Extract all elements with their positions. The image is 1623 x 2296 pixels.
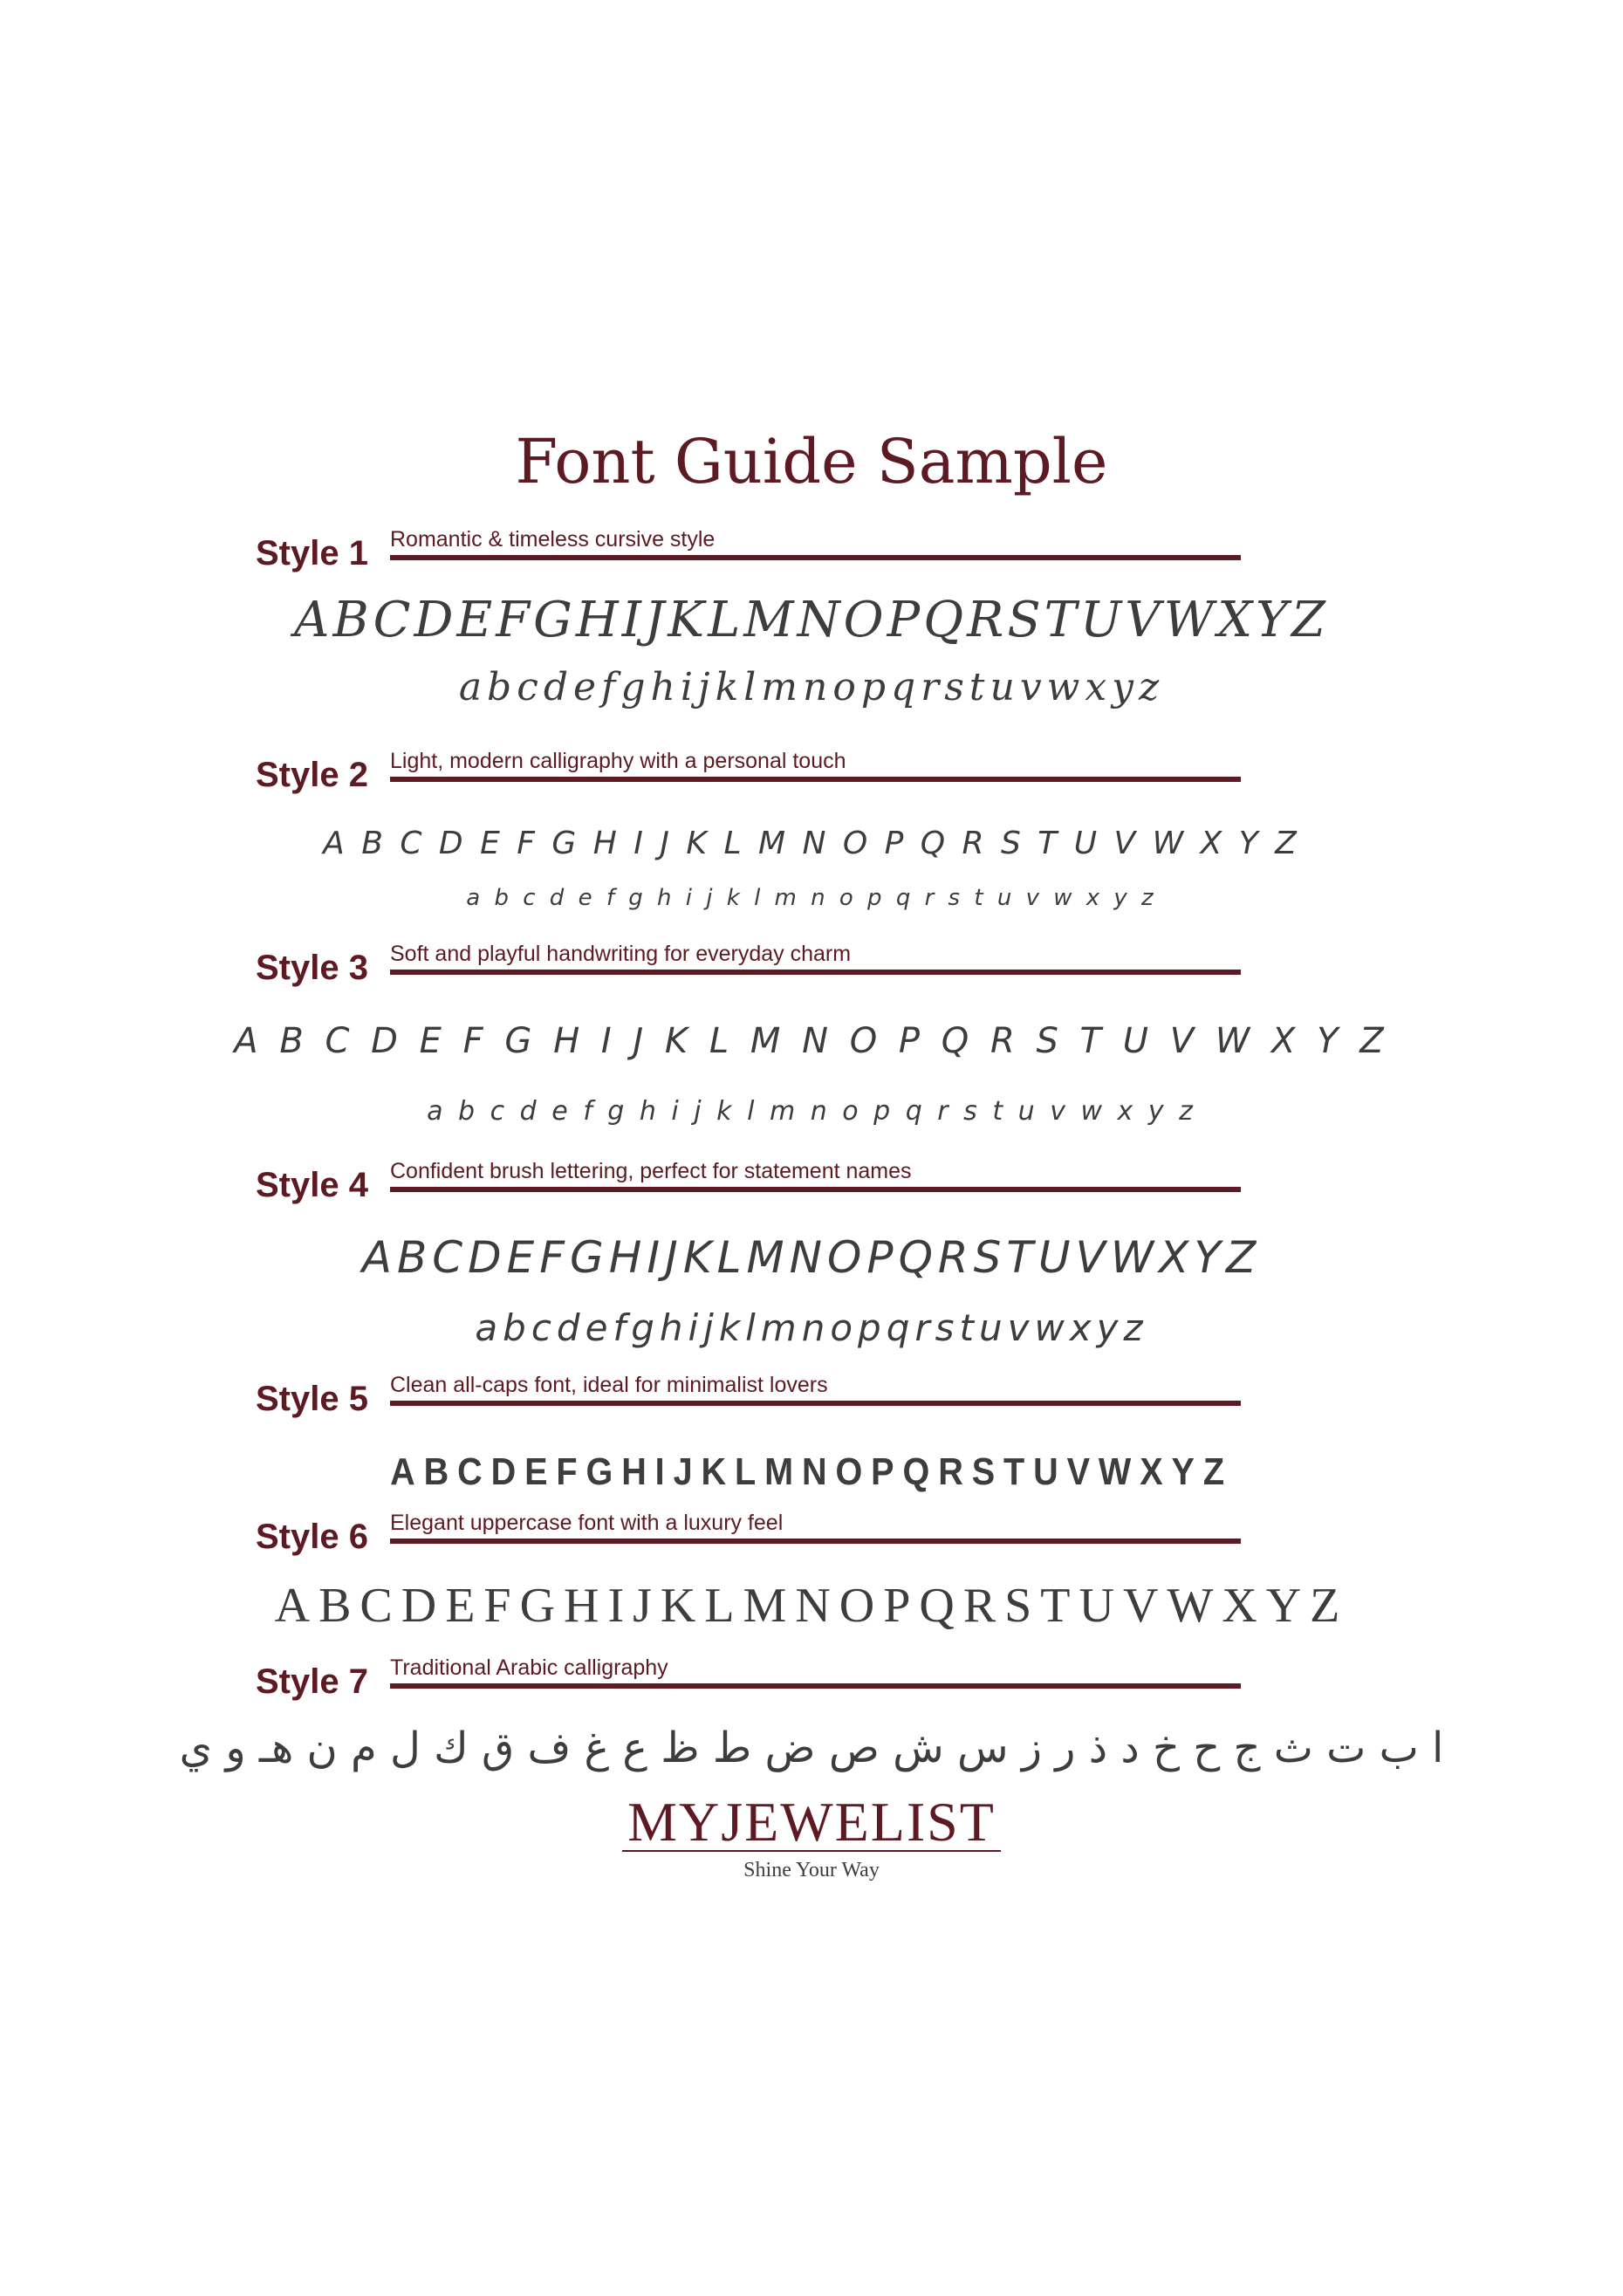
style-description: Clean all-caps font, ideal for minimalist lovers xyxy=(390,1373,828,1397)
style-3-lowercase-sample: a b c d e f g h i j k l m n o p q r s t u v w x y z xyxy=(427,1096,1196,1127)
style-2-lowercase-sample: a b c d e f g h i j k l m n o p q r s t u v w x y z xyxy=(466,885,1157,911)
style-4-uppercase-sample: ABCDEFGHIJKLMNOPQRSTUVWXYZ xyxy=(361,1232,1262,1283)
style-description: Traditional Arabic calligraphy xyxy=(390,1655,668,1680)
divider-rule xyxy=(390,1683,1241,1689)
style-label: Style 2 xyxy=(256,756,368,794)
divider-rule xyxy=(390,555,1241,560)
style-1-lowercase-sample: abcdefghijklmnopqrstuvwxyz xyxy=(458,665,1165,709)
style-1-uppercase-sample: ABCDEFGHIJKLMNOPQRSTUVWXYZ xyxy=(294,592,1329,648)
divider-rule xyxy=(390,777,1241,782)
style-label: Style 6 xyxy=(256,1518,368,1556)
divider-rule xyxy=(390,970,1241,975)
style-description: Confident brush lettering, perfect for statement names xyxy=(390,1159,912,1183)
divider-rule xyxy=(390,1401,1241,1406)
divider-rule xyxy=(390,1187,1241,1192)
style-description: Soft and playful handwriting for everyday charm xyxy=(390,942,852,966)
style-description: Elegant uppercase font with a luxury feel xyxy=(390,1511,784,1535)
style-5-uppercase-sample: ABCDEFGHIJKLMNOPQRSTUVWXYZ xyxy=(390,1450,1233,1493)
style-1-header xyxy=(0,527,1623,586)
divider-rule xyxy=(390,1539,1241,1544)
style-label: Style 1 xyxy=(256,534,368,572)
logo-tagline: Shine Your Way xyxy=(743,1859,880,1881)
style-2-uppercase-sample: A B C D E F G H I J K L M N O P Q R S T U V W X Y Z xyxy=(323,826,1300,861)
style-label: Style 5 xyxy=(256,1380,368,1418)
brand-logo xyxy=(0,1791,1623,1882)
style-7-header xyxy=(0,1655,1623,1715)
style-4-header xyxy=(0,1159,1623,1218)
style-label: Style 7 xyxy=(256,1662,368,1701)
style-description: Romantic & timeless cursive style xyxy=(390,527,716,552)
style-2-header xyxy=(0,749,1623,808)
style-4-lowercase-sample: abcdefghijklmnopqrstuvwxyz xyxy=(475,1306,1148,1349)
style-3-uppercase-sample: A B C D E F G H I J K L M N O P Q R S T U V W X Y Z xyxy=(234,1021,1389,1061)
style-3-header xyxy=(0,942,1623,1001)
logo-wordmark: MYJEWELIST xyxy=(622,1794,1001,1852)
style-6-uppercase-sample: ABCDEFGHIJKLMNOPQRSTUVWXYZ xyxy=(274,1579,1349,1633)
style-label: Style 3 xyxy=(256,949,368,987)
style-description: Light, modern calligraphy with a personal touch xyxy=(390,749,846,773)
style-5-header xyxy=(0,1373,1623,1432)
style-7-arabic-sample: ا ب ت ث ج ح خ د ذ ر ز س ش ص ض ط ظ ع غ ف ق ك ل م ن هـ و ي xyxy=(179,1724,1444,1772)
style-label: Style 4 xyxy=(256,1166,368,1204)
style-6-header xyxy=(0,1511,1623,1570)
page-title: Font Guide Sample xyxy=(515,426,1108,497)
